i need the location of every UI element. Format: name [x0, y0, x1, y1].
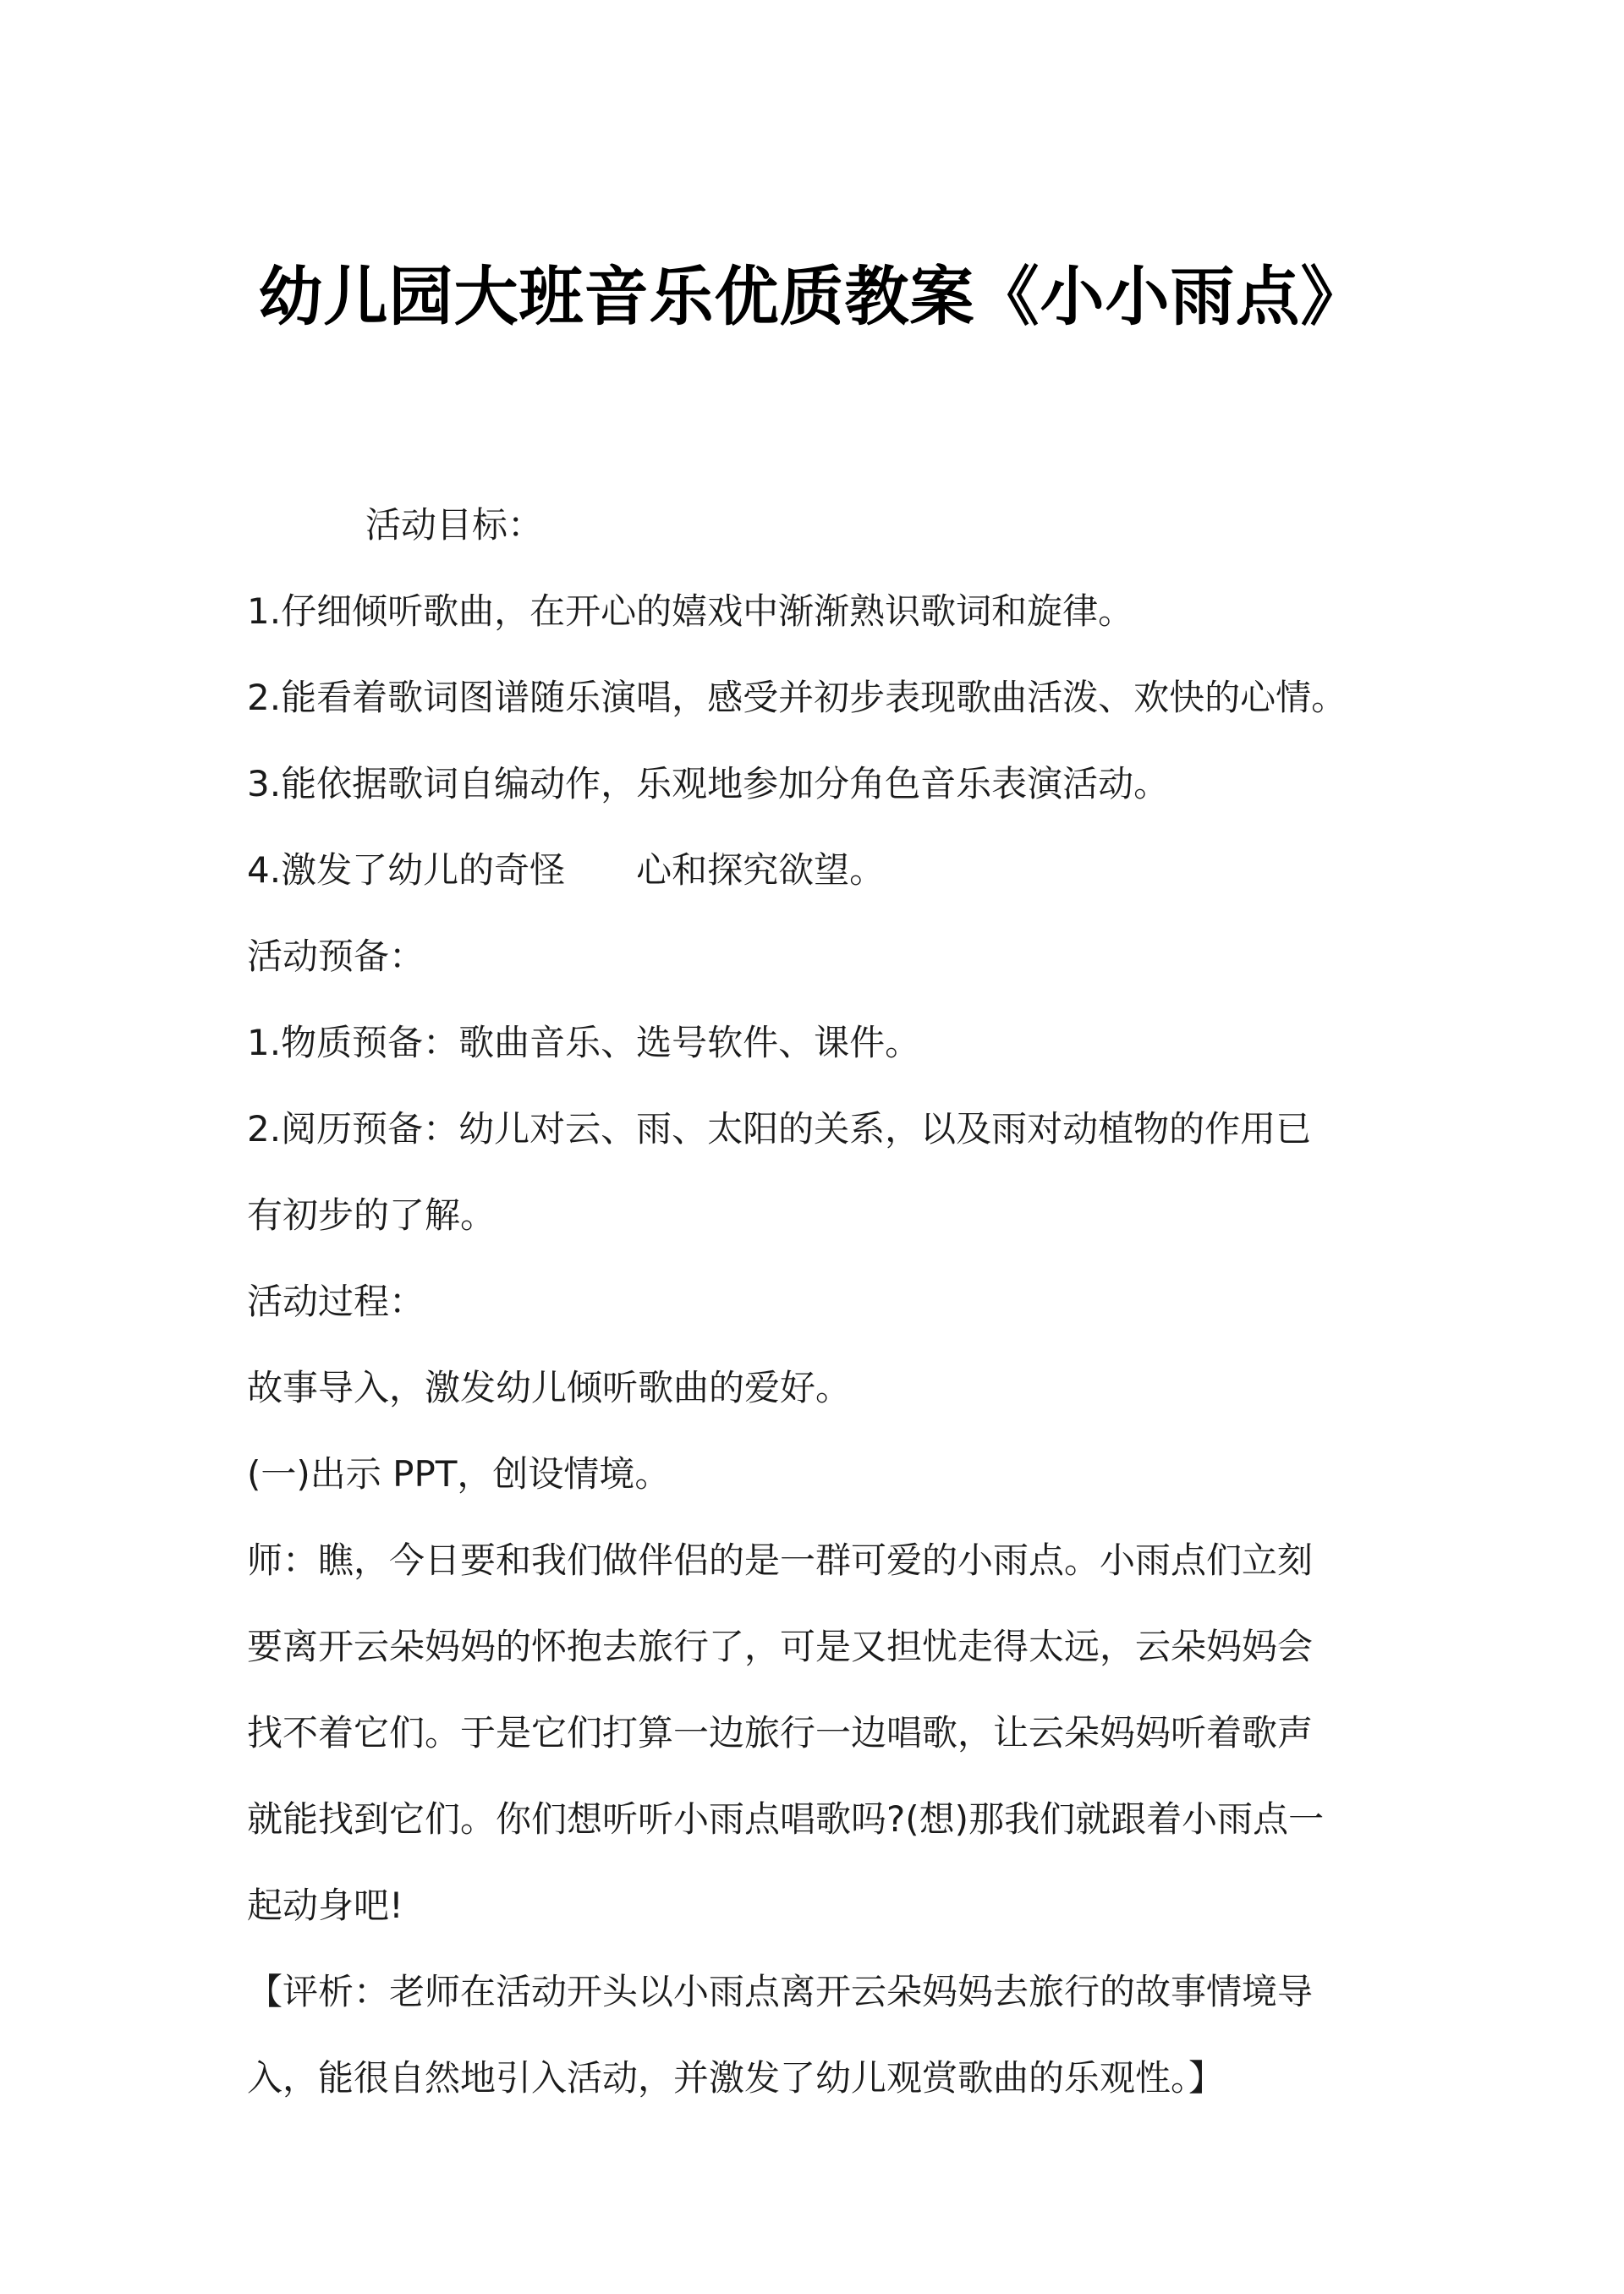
teacher-line: 就能找到它们。你们想听听小雨点唱歌吗?(想)那我们就跟着小雨点一	[247, 1798, 1325, 1840]
teacher-line: 起动身吧!	[247, 1885, 403, 1926]
goal-item-part: 心和探究欲望。	[636, 849, 886, 891]
process-intro: 故事导入，激发幼儿倾听歌曲的爱好。	[247, 1367, 852, 1408]
teacher-line: 找不着它们。于是它们打算一边旅行一边唱歌，让云朵妈妈听着歌声	[247, 1712, 1314, 1753]
teacher-line: 要离开云朵妈妈的怀抱去旅行了，可是又担忧走得太远，云朵妈妈会	[247, 1626, 1314, 1667]
teacher-line: 师：瞧，今日要和我们做伴侣的是一群可爱的小雨点。小雨点们立刻	[247, 1539, 1314, 1581]
goal-item: 1.仔细倾听歌曲，在开心的嬉戏中渐渐熟识歌词和旋律。	[247, 590, 1134, 632]
goals-heading: 活动目标：	[365, 504, 544, 546]
prep-item: 1.物质预备：歌曲音乐、选号软件、课件。	[247, 1022, 921, 1063]
page-title: 幼儿园大班音乐优质教案《小小雨点》	[258, 259, 1366, 334]
comment-line: 【评析：老师在活动开头以小雨点离开云朵妈妈去旅行的故事情境导	[247, 1971, 1314, 2012]
prep-heading: 活动预备：	[247, 936, 425, 977]
goal-item: 2.能看着歌词图谱随乐演唱，感受并初步表现歌曲活泼、欢快的心情。	[247, 677, 1347, 718]
process-step: (一)出示 PPT，创设情境。	[247, 1453, 671, 1495]
goal-item-part: 4.激发了幼儿的奇怪	[247, 849, 566, 891]
goal-item: 3.能依据歌词自编动作，乐观地参加分角色音乐表演活动。	[247, 763, 1170, 804]
prep-item-continuation: 有初步的了解。	[247, 1194, 497, 1236]
goal-item	[247, 842, 885, 893]
process-heading: 活动过程：	[247, 1281, 425, 1322]
comment-line: 入，能很自然地引入活动，并激发了幼儿观赏歌曲的乐观性。】	[247, 2057, 1225, 2099]
prep-item: 2.阅历预备：幼儿对云、雨、太阳的关系，以及雨对动植物的作用已	[247, 1108, 1312, 1150]
